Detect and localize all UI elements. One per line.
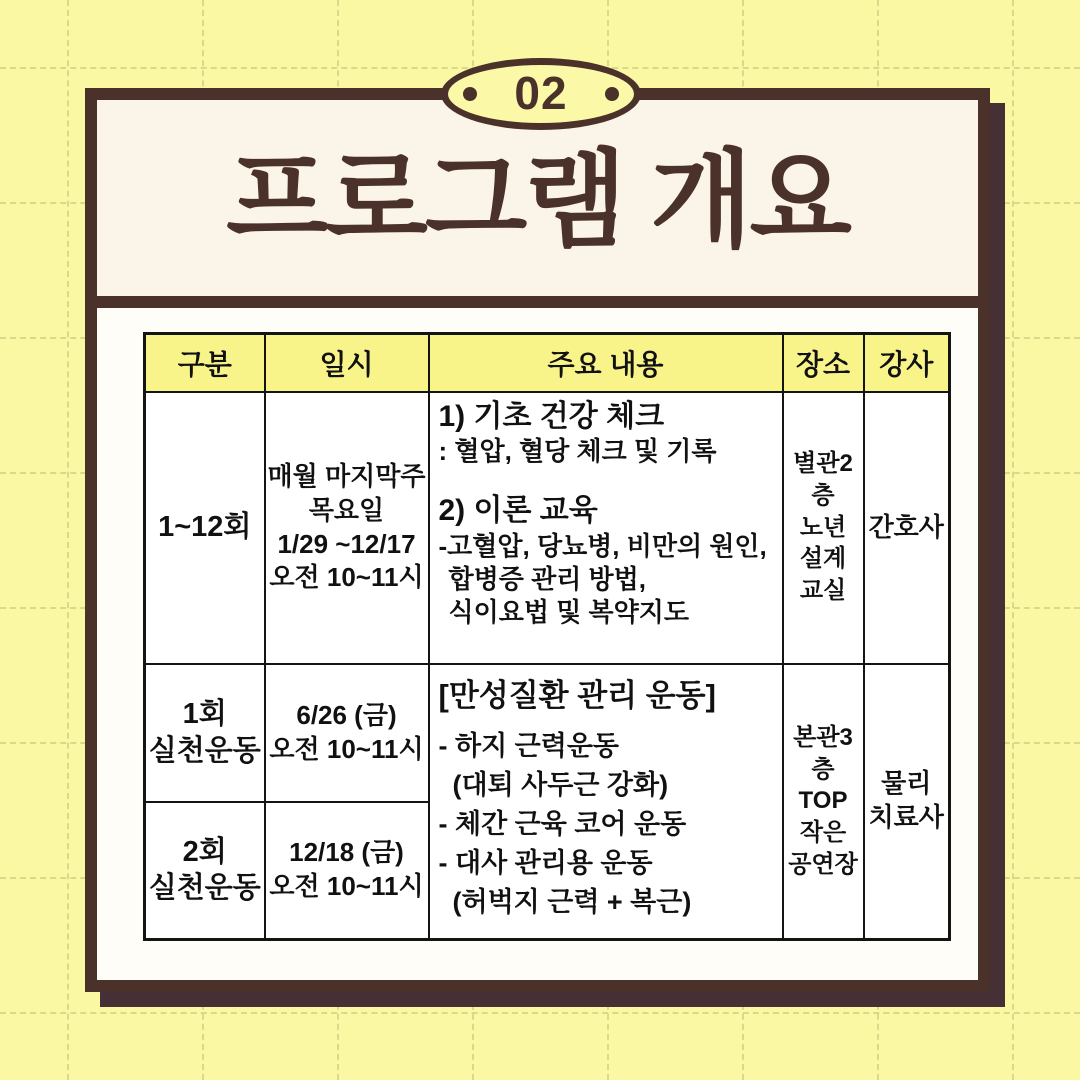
section-number: 02 <box>514 67 568 119</box>
cell-category-1-12: 1~12회 <box>145 392 265 664</box>
grid-line <box>67 0 69 1080</box>
cell-place-practice: 본관3층 TOP 작은 공연장 <box>783 664 864 940</box>
grid-line <box>1012 0 1014 1080</box>
practice-content-line: - 하지 근력운동 <box>438 730 619 761</box>
header-datetime: 일시 <box>265 334 429 392</box>
table-header-row <box>145 334 950 392</box>
cell-category-practice-1: 1회 실천운동 <box>145 664 265 802</box>
header-category: 구분 <box>145 334 265 392</box>
badge-dot-left-icon <box>463 87 477 101</box>
cell-category-practice-2: 2회 실천운동 <box>145 802 265 940</box>
cell-datetime-practice-2: 12/18 (금) 오전 10~11시 <box>265 802 429 940</box>
table-row-sessions-1-12 <box>145 392 950 664</box>
content-section2-line: -고혈압, 당뇨병, 비만의 원인, <box>438 530 767 561</box>
header-instructor: 강사 <box>864 334 950 392</box>
schedule-table-wrap <box>143 332 951 941</box>
practice-content-line: (허벅지 근력 + 복근) <box>452 887 692 918</box>
content-section2-line: 식이요법 및 복약지도 <box>448 596 689 627</box>
cell-instructor-1-12: 간호사 <box>864 392 950 664</box>
table-row-practice-1 <box>145 664 950 802</box>
header-main-content: 주요 내용 <box>429 334 783 392</box>
header-place: 장소 <box>783 334 864 392</box>
practice-content-line: - 대사 관리용 운동 <box>438 847 653 878</box>
cell-instructor-practice: 물리 치료사 <box>864 664 950 940</box>
cell-place-1-12: 별관2층 노년 설계 교실 <box>783 392 864 664</box>
content-section1-desc: : 혈압, 혈당 체크 및 기록 <box>438 436 717 466</box>
content-section2-line: 합병증 관리 방법, <box>448 563 646 594</box>
cell-datetime-practice-1: 6/26 (금) 오전 10~11시 <box>265 664 429 802</box>
cell-datetime-1-12: 매월 마지막주 목요일 1/29 ~12/17 오전 10~11시 <box>265 392 429 664</box>
badge-dot-right-icon <box>605 87 619 101</box>
schedule-table <box>143 332 951 941</box>
page-title: 프로그램 개요 <box>226 142 849 260</box>
grid-line <box>0 1012 1080 1014</box>
section-number-badge <box>441 58 641 130</box>
cell-content-1-12 <box>429 392 783 664</box>
practice-content-title: [만성질환 관리 운동] <box>438 678 716 714</box>
content-section1-title: 1) 기초 건강 체크 <box>438 399 665 433</box>
content-section2-title: 2) 이론 교육 <box>438 494 598 528</box>
cell-content-practice <box>429 664 783 940</box>
practice-content-line: - 체간 근육 코어 운동 <box>438 808 687 839</box>
practice-content-line: (대퇴 사두근 강화) <box>452 769 669 800</box>
